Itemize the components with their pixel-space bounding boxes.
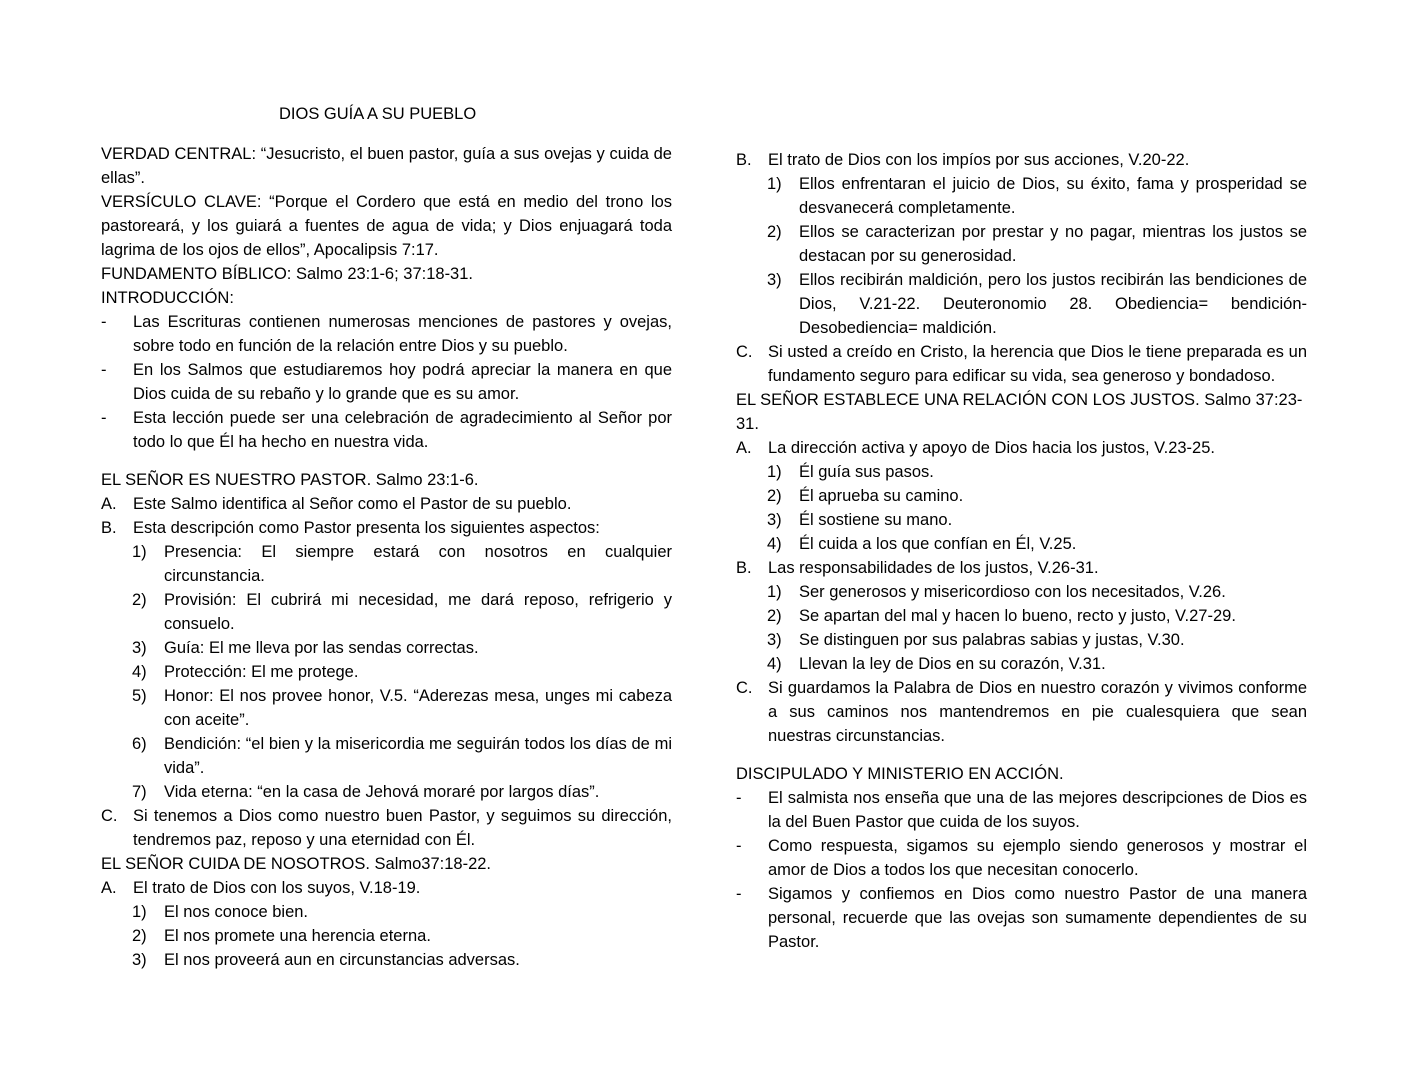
number-marker: 3) <box>767 631 782 649</box>
sub-list-item <box>736 628 1307 652</box>
list-item-text: Se distinguen por sus palabras sabias y justas, V.30. <box>799 631 1185 649</box>
number-marker: 4) <box>767 655 782 673</box>
sub-list-item <box>101 660 672 684</box>
key-verse: VERSÍCULO CLAVE: “Porque el Cordero que está en medio del trono los pastoreará, y los guiará a fuentes de agua de vida; y Dios enjuagará toda lagrima de los ojos de ellos”, Apocalipsis 7:17. <box>101 193 672 259</box>
list-item-text: Él aprueba su camino. <box>799 487 964 505</box>
letter-marker: A. <box>736 439 752 457</box>
right-column <box>736 148 1307 954</box>
sub-list-item <box>736 460 1307 484</box>
letter-marker: B. <box>101 519 117 537</box>
list-item-text: Las responsabilidades de los justos, V.26-31. <box>768 559 1099 577</box>
letter-marker: A. <box>101 495 117 513</box>
list-item-text: Esta lección puede ser una celebración de agradecimiento al Señor por todo lo que Él ha hecho en nuestra vida. <box>133 409 672 451</box>
sub-list-item <box>101 636 672 660</box>
section-heading: DISCIPULADO Y MINISTERIO EN ACCIÓN. <box>736 765 1064 783</box>
number-marker: 2) <box>767 607 782 625</box>
bullet-marker: - <box>101 361 107 379</box>
list-item-text: Él cuida a los que confían en Él, V.25. <box>799 535 1077 553</box>
list-item-text: Como respuesta, sigamos su ejemplo siendo generosos y mostrar el amor de Dios a todos los que necesitan conocerlo. <box>768 837 1307 879</box>
list-item-text: Presencia: El siempre estará con nosotros en cualquier circunstancia. <box>164 543 672 585</box>
spacer <box>101 454 672 468</box>
number-marker: 5) <box>132 687 147 705</box>
list-item-text: El nos conoce bien. <box>164 903 309 921</box>
number-marker: 4) <box>767 535 782 553</box>
number-marker: 6) <box>132 735 147 753</box>
number-marker: 3) <box>767 271 782 289</box>
spacer <box>736 748 1307 762</box>
number-marker: 1) <box>132 543 147 561</box>
list-item <box>736 882 1307 954</box>
sub-list-item <box>101 924 672 948</box>
list-item <box>101 358 672 406</box>
list-item <box>736 340 1307 388</box>
number-marker: 3) <box>132 951 147 969</box>
list-item-text: El nos proveerá aun en circunstancias adversas. <box>164 951 520 969</box>
left-column <box>101 142 672 972</box>
list-item-text: Si tenemos a Dios como nuestro buen Pastor, y seguimos su dirección, tendremos paz, reposo y una eternidad con Él. <box>133 807 672 849</box>
list-item-text: El salmista nos enseña que una de las mejores descripciones de Dios es la del Buen Pastor que cuida de los suyos. <box>768 789 1307 831</box>
list-item-text: Las Escrituras contienen numerosas menciones de pastores y ovejas, sobre todo en función de la relación entre Dios y su pueblo. <box>133 313 672 355</box>
list-item <box>101 492 672 516</box>
sub-list-item <box>101 588 672 636</box>
number-marker: 2) <box>767 487 782 505</box>
letter-marker: C. <box>736 343 753 361</box>
letter-marker: C. <box>101 807 118 825</box>
list-item-text: El trato de Dios con los impíos por sus acciones, V.20-22. <box>768 151 1190 169</box>
list-item-text: Llevan la ley de Dios en su corazón, V.31. <box>799 655 1106 673</box>
list-item <box>101 876 672 900</box>
central-truth: VERDAD CENTRAL: “Jesucristo, el buen pastor, guía a sus ovejas y cuida de ellas”. <box>101 145 672 187</box>
bullet-marker: - <box>101 409 107 427</box>
list-item-text: Si guardamos la Palabra de Dios en nuestro corazón y vivimos conforme a sus caminos nos mantendremos en pie cualesquiera que sean nuestras circunstancias. <box>768 679 1307 745</box>
number-marker: 1) <box>132 903 147 921</box>
sub-list-item <box>101 900 672 924</box>
bullet-marker: - <box>736 789 742 807</box>
list-item <box>736 676 1307 748</box>
intro-heading: INTRODUCCIÓN: <box>101 289 234 307</box>
section-heading: EL SEÑOR ES NUESTRO PASTOR. Salmo 23:1-6. <box>101 471 479 489</box>
number-marker: 1) <box>767 583 782 601</box>
sub-list-item <box>101 540 672 588</box>
list-item <box>736 556 1307 580</box>
list-item-text: Guía: El me lleva por las sendas correctas. <box>164 639 479 657</box>
list-item-text: Él guía sus pasos. <box>799 463 934 481</box>
section-heading: EL SEÑOR CUIDA DE NOSOTROS. Salmo37:18-22. <box>101 855 492 873</box>
sub-list-item <box>101 732 672 780</box>
list-item <box>736 786 1307 834</box>
letter-marker: A. <box>101 879 117 897</box>
sub-list-item <box>736 268 1307 340</box>
letter-marker: C. <box>736 679 753 697</box>
number-marker: 2) <box>132 591 147 609</box>
number-marker: 2) <box>767 223 782 241</box>
list-item <box>101 310 672 358</box>
list-item-text: Bendición: “el bien y la misericordia me seguirán todos los días de mi vida”. <box>164 735 672 777</box>
list-item <box>736 148 1307 172</box>
sub-list-item <box>736 580 1307 604</box>
number-marker: 1) <box>767 175 782 193</box>
list-item-text: La dirección activa y apoyo de Dios hacia los justos, V.23-25. <box>768 439 1215 457</box>
list-item-text: Ser generosos y misericordioso con los necesitados, V.26. <box>799 583 1226 601</box>
list-item-text: Si usted a creído en Cristo, la herencia que Dios le tiene preparada es un fundamento seguro para edificar su vida, sea generoso y bondadoso. <box>768 343 1307 385</box>
letter-marker: B. <box>736 151 752 169</box>
bullet-marker: - <box>736 885 742 903</box>
list-item-text: Ellos se caracterizan por prestar y no pagar, mientras los justos se destacan por su generosidad. <box>799 223 1307 265</box>
sub-list-item <box>736 172 1307 220</box>
letter-marker: B. <box>736 559 752 577</box>
list-item <box>101 406 672 454</box>
bullet-marker: - <box>101 313 107 331</box>
number-marker: 2) <box>132 927 147 945</box>
list-item <box>101 804 672 852</box>
number-marker: 4) <box>132 663 147 681</box>
sub-list-item <box>101 780 672 804</box>
list-item-text: Esta descripción como Pastor presenta los siguientes aspectos: <box>133 519 600 537</box>
list-item-text: Ellos recibirán maldición, pero los justos recibirán las bendiciones de Dios, V.21-22. Deuteronomio 28. Obediencia= bendición- Desobediencia= maldición. <box>799 271 1307 337</box>
sub-list-item <box>101 948 672 972</box>
list-item-text: El trato de Dios con los suyos, V.18-19. <box>133 879 421 897</box>
number-marker: 7) <box>132 783 147 801</box>
sub-list-item <box>736 652 1307 676</box>
list-item <box>736 834 1307 882</box>
bullet-marker: - <box>736 837 742 855</box>
list-item-text: Sigamos y confiemos en Dios como nuestro Pastor de una manera personal, recuerde que las ovejas son sumamente dependientes de su Pastor. <box>768 885 1307 951</box>
sub-list-item <box>736 532 1307 556</box>
list-item-text: Provisión: El cubrirá mi necesidad, me dará reposo, refrigerio y consuelo. <box>164 591 672 633</box>
list-item-text: Él sostiene su mano. <box>799 511 953 529</box>
list-item-text: Honor: El nos provee honor, V.5. “Aderezas mesa, unges mi cabeza con aceite”. <box>164 687 672 729</box>
document-title: DIOS GUÍA A SU PUEBLO <box>279 105 477 123</box>
list-item-text: Se apartan del mal y hacen lo bueno, recto y justo, V.27-29. <box>799 607 1236 625</box>
list-item <box>101 516 672 540</box>
sub-list-item <box>736 604 1307 628</box>
sub-list-item <box>736 508 1307 532</box>
number-marker: 3) <box>767 511 782 529</box>
section-heading: EL SEÑOR ESTABLECE UNA RELACIÓN CON LOS JUSTOS. Salmo 37:23-31. <box>736 391 1303 433</box>
sub-list-item <box>101 684 672 732</box>
sub-list-item <box>736 220 1307 268</box>
list-item-text: El nos promete una herencia eterna. <box>164 927 431 945</box>
list-item-text: Ellos enfrentaran el juicio de Dios, su éxito, fama y prosperidad se desvanecerá completamente. <box>799 175 1307 217</box>
list-item-text: Vida eterna: “en la casa de Jehová moraré por largos días”. <box>164 783 600 801</box>
number-marker: 1) <box>767 463 782 481</box>
intro-list <box>101 310 672 454</box>
list-item-text: En los Salmos que estudiaremos hoy podrá apreciar la manera en que Dios cuida de su rebaño y lo grande que es su amor. <box>133 361 672 403</box>
number-marker: 3) <box>132 639 147 657</box>
list-item <box>736 436 1307 460</box>
biblical-foundation: FUNDAMENTO BÍBLICO: Salmo 23:1-6; 37:18-31. <box>101 265 473 283</box>
list-item-text: Este Salmo identifica al Señor como el Pastor de su pueblo. <box>133 495 572 513</box>
list-item-text: Protección: El me protege. <box>164 663 359 681</box>
sub-list-item <box>736 484 1307 508</box>
